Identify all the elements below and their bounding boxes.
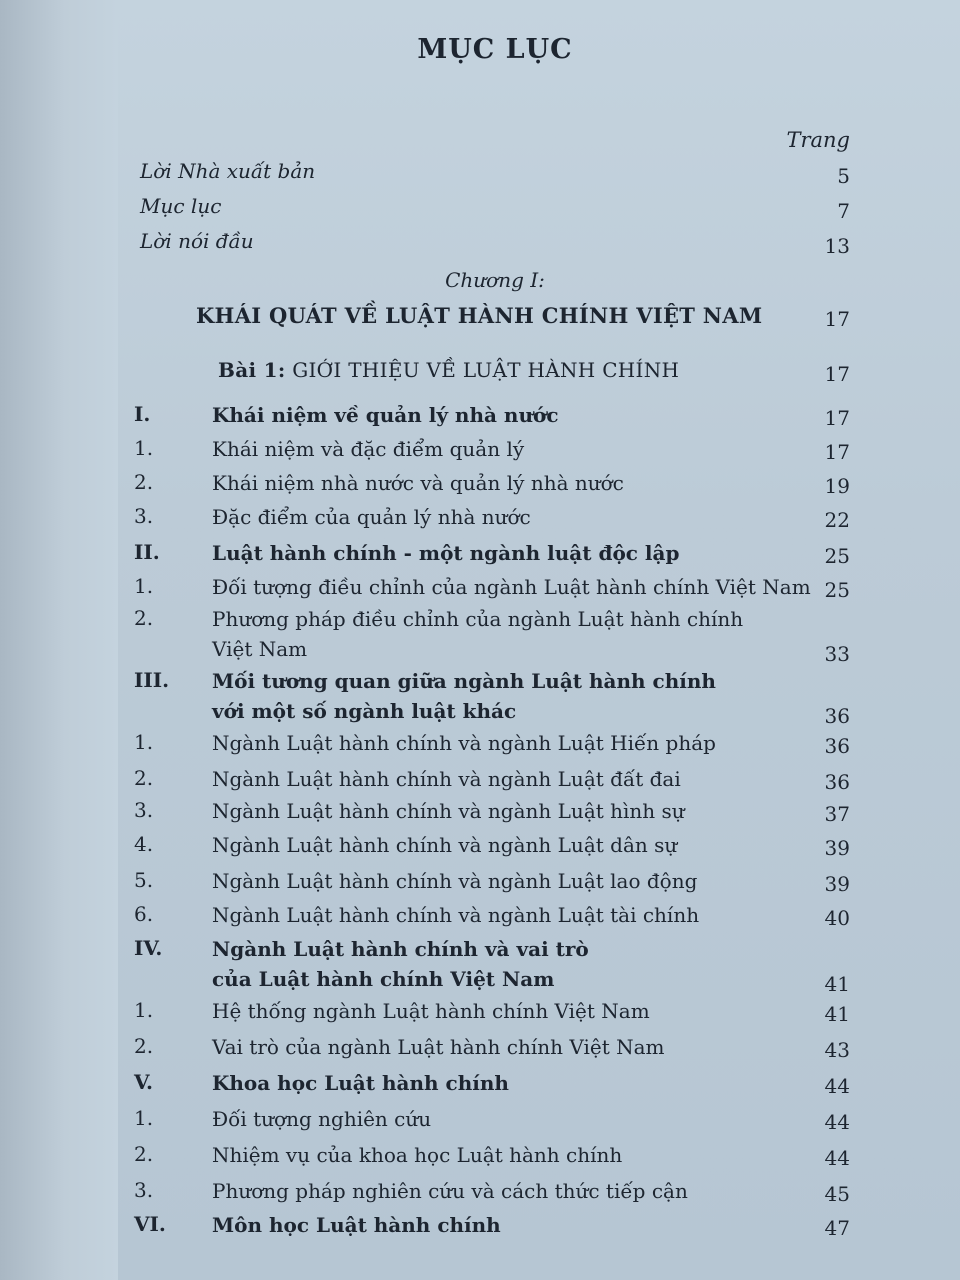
toc-entry-number: 1. (134, 436, 154, 460)
lesson-page: 17 (824, 362, 850, 386)
toc-entry-page: 40 (824, 906, 850, 930)
lesson-title: GIỚI THIỆU VỀ LUẬT HÀNH CHÍNH (292, 358, 680, 382)
toc-entry-text (212, 936, 589, 992)
toc-entry-text (212, 540, 679, 566)
toc-entry-number: 1. (134, 1106, 154, 1130)
toc-entry-number: III. (134, 668, 170, 692)
toc-entry-line: Ngành Luật hành chính và vai trò (212, 937, 589, 961)
toc-entry-number: 3. (134, 798, 154, 822)
toc-entry-text (212, 902, 699, 928)
toc-entry-number: 3. (134, 504, 154, 528)
toc-entry-page: 37 (824, 802, 850, 826)
toc-entry-text (212, 470, 624, 496)
toc-entry-line: Môn học Luật hành chính (212, 1213, 501, 1237)
toc-entry-line: Khái niệm về quản lý nhà nước (212, 403, 559, 427)
toc-entry-number: V. (134, 1070, 153, 1094)
toc-entry-text (212, 1034, 664, 1060)
toc-entry-page: 36 (824, 770, 850, 794)
toc-entry-number: 2. (134, 1034, 154, 1058)
toc-entry-page: 25 (824, 544, 850, 568)
toc-entry-line: với một số ngành luật khác (212, 699, 517, 723)
toc-entry-text (212, 798, 685, 824)
toc-entry-number: II. (134, 540, 160, 564)
toc-entry-line: Việt Nam (212, 637, 308, 661)
toc-entry-number: 2. (134, 606, 154, 630)
front-matter-page: 7 (837, 199, 850, 223)
toc-entry-page: 45 (824, 1182, 850, 1206)
toc-entry-line: Phương pháp nghiên cứu và cách thức tiếp cận (212, 1179, 688, 1203)
toc-entry-page: 43 (824, 1038, 850, 1062)
toc-entry-text (212, 402, 559, 428)
toc-entry-page: 47 (824, 1216, 850, 1240)
toc-entry-number: 1. (134, 998, 154, 1022)
toc-entry-page: 39 (824, 872, 850, 896)
toc-entry-line: Phương pháp điều chỉnh của ngành Luật hành chính (212, 607, 744, 631)
chapter-page: 17 (824, 307, 850, 331)
toc-entry-text (212, 766, 681, 792)
toc-entry-line: Hệ thống ngành Luật hành chính Việt Nam (212, 999, 650, 1023)
lesson-label: Bài 1: (218, 358, 286, 382)
toc-entry-line: của Luật hành chính Việt Nam (212, 967, 555, 991)
toc-entry-line: Ngành Luật hành chính và ngành Luật lao động (212, 869, 698, 893)
toc-entry-line: Đối tượng nghiên cứu (212, 1107, 432, 1131)
toc-entry-number: 3. (134, 1178, 154, 1202)
toc-entry-line: Khái niệm và đặc điểm quản lý (212, 437, 525, 461)
toc-entry-number: I. (134, 402, 151, 426)
toc-entry-line: Ngành Luật hành chính và ngành Luật hình sự (212, 799, 685, 823)
toc-entry-line: Nhiệm vụ của khoa học Luật hành chính (212, 1143, 623, 1167)
toc-entry-line: Ngành Luật hành chính và ngành Luật Hiến pháp (212, 731, 716, 755)
toc-entry-page: 33 (824, 642, 850, 666)
toc-entry-number: 6. (134, 902, 154, 926)
toc-entry-number: 4. (134, 832, 154, 856)
toc-entry-text (212, 730, 716, 756)
toc-entry-page: 25 (824, 578, 850, 602)
toc-entry-page: 36 (824, 734, 850, 758)
toc-entry-line: Đối tượng điều chỉnh của ngành Luật hành chính Việt Nam (212, 575, 811, 599)
toc-entry-number: 1. (134, 730, 154, 754)
chapter-label: Chương I: (445, 268, 545, 292)
toc-entry-text (212, 1106, 431, 1132)
toc-entry-text (212, 1070, 509, 1096)
toc-entry-line: Luật hành chính - một ngành luật độc lập (212, 541, 680, 565)
toc-entry-page: 41 (824, 1002, 850, 1026)
toc-entry-text (212, 668, 716, 724)
toc-entry-line: Vai trò của ngành Luật hành chính Việt Nam (212, 1035, 665, 1059)
toc-entry-line: Ngành Luật hành chính và ngành Luật dân sự (212, 833, 678, 857)
toc-entry-text (212, 1212, 501, 1238)
toc-entry-page: 44 (824, 1074, 850, 1098)
toc-entry-page: 36 (824, 704, 850, 728)
toc-entry-text (212, 504, 531, 530)
toc-entry-page: 17 (824, 440, 850, 464)
toc-entry-page: 22 (824, 508, 850, 532)
toc-entry-page: 17 (824, 406, 850, 430)
front-matter-label: Lời nói đầu (140, 229, 254, 253)
toc-entry-text (212, 1178, 688, 1204)
toc-entry-page: 39 (824, 836, 850, 860)
front-matter-page: 5 (837, 164, 850, 188)
front-matter-page: 13 (824, 234, 850, 258)
chapter-title: KHÁI QUÁT VỀ LUẬT HÀNH CHÍNH VIỆT NAM (196, 303, 763, 328)
toc-entry-number: 5. (134, 868, 154, 892)
toc-entry-text (212, 436, 524, 462)
toc-entry-line: Ngành Luật hành chính và ngành Luật đất đai (212, 767, 681, 791)
toc-entry-text (212, 868, 697, 894)
toc-entry-line: Mối tương quan giữa ngành Luật hành chính (212, 669, 716, 693)
toc-entry-text (212, 998, 650, 1024)
toc-entry-page: 41 (824, 972, 850, 996)
page-column-header: Trang (786, 128, 850, 152)
toc-entry-page: 44 (824, 1110, 850, 1134)
toc-entry-line: Khái niệm nhà nước và quản lý nhà nước (212, 471, 624, 495)
toc-entry-page: 44 (824, 1146, 850, 1170)
toc-entry-text (212, 606, 743, 662)
toc-entry-number: 1. (134, 574, 154, 598)
toc-entry-page: 19 (824, 474, 850, 498)
front-matter-label: Mục lục (140, 194, 222, 218)
toc-entry-text (212, 574, 811, 600)
toc-entry-number: IV. (134, 936, 163, 960)
toc-entry-line: Ngành Luật hành chính và ngành Luật tài chính (212, 903, 700, 927)
page-title: MỤC LỤC (417, 34, 573, 65)
toc-entry-number: 2. (134, 766, 154, 790)
front-matter-label: Lời Nhà xuất bản (140, 159, 316, 183)
toc-entry-number: 2. (134, 1142, 154, 1166)
toc-entry-line: Đặc điểm của quản lý nhà nước (212, 505, 531, 529)
toc-entry-number: 2. (134, 470, 154, 494)
toc-entry-line: Khoa học Luật hành chính (212, 1071, 509, 1095)
lesson-heading (218, 358, 679, 382)
toc-entry-text (212, 832, 677, 858)
toc-entry-number: VI. (134, 1212, 166, 1236)
toc-entry-text (212, 1142, 622, 1168)
